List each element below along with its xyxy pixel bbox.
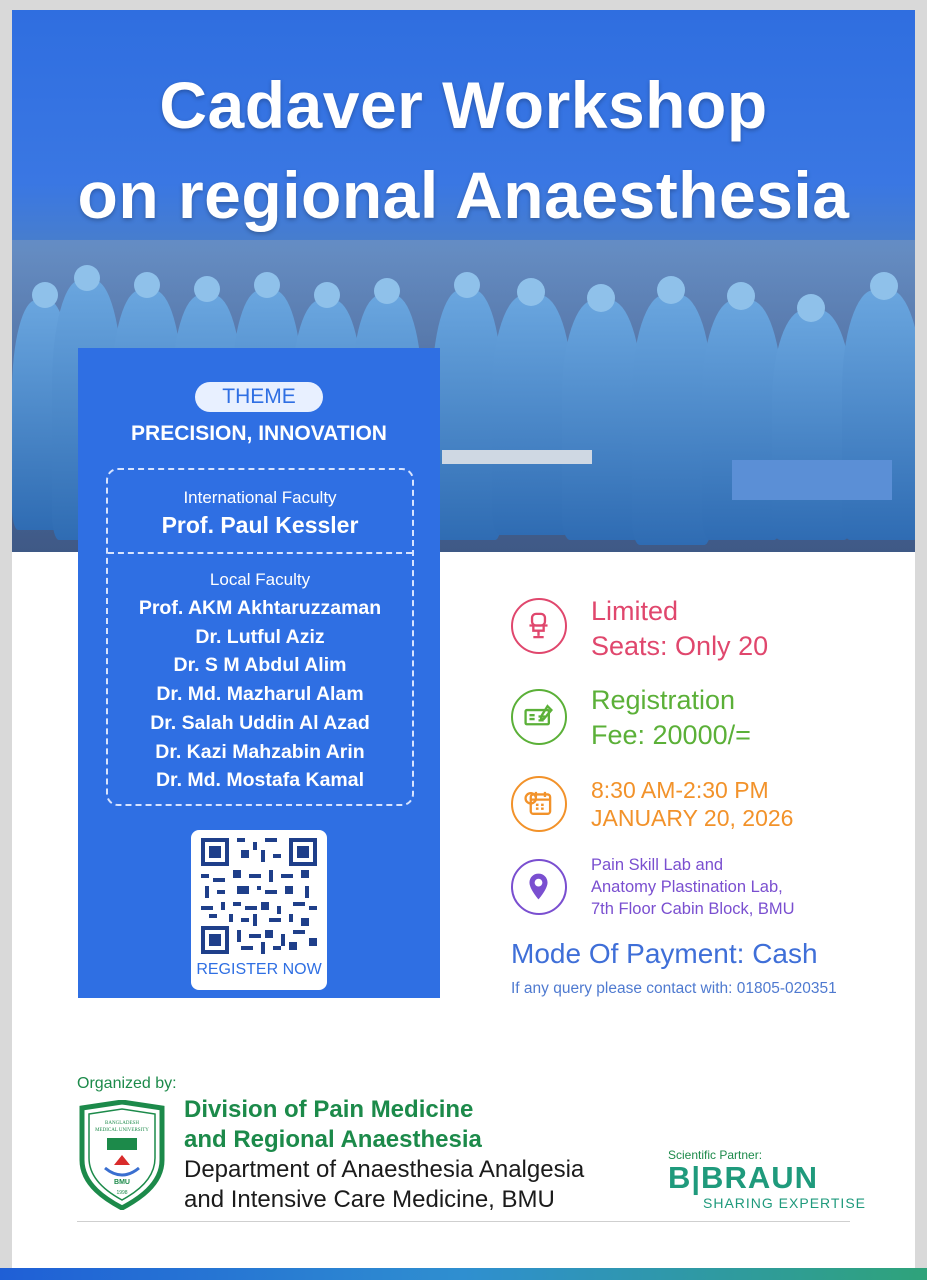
location-line2: Anatomy Plastination Lab, xyxy=(591,878,783,896)
payment-icon xyxy=(511,689,567,745)
register-now-label[interactable]: REGISTER NOW xyxy=(196,961,322,978)
bbraun-logo: B|BRAUN xyxy=(668,1160,818,1195)
theme-badge: THEME xyxy=(195,382,323,412)
schedule-time: 8:30 AM-2:30 PM xyxy=(591,777,769,803)
local-faculty-label: Local Faculty xyxy=(209,570,311,589)
footer-divider xyxy=(77,1221,850,1222)
payment-mode: Mode Of Payment: Cash xyxy=(511,938,818,969)
registration-line2: Fee: 20000/= xyxy=(591,720,751,750)
register-qr-card[interactable] xyxy=(191,830,327,990)
faculty-panel xyxy=(78,348,440,998)
faculty-box xyxy=(106,468,414,806)
division-line2: and Regional Anaesthesia xyxy=(184,1126,482,1153)
organized-by-label: Organized by: xyxy=(77,1075,177,1092)
registration-line1: Registration xyxy=(591,685,736,715)
svg-text:1998: 1998 xyxy=(116,1190,128,1196)
location-line1: Pain Skill Lab and xyxy=(591,856,724,874)
department-line1: Department of Anaesthesia Analgesia xyxy=(184,1156,585,1183)
location-line3: 7th Floor Cabin Block, BMU xyxy=(591,900,795,918)
svg-text:MEDICAL UNIVERSITY: MEDICAL UNIVERSITY xyxy=(95,1128,149,1133)
faculty-member: Prof. AKM Akhtaruzzaman xyxy=(138,597,382,619)
chair-icon xyxy=(511,598,567,654)
faculty-member: Dr. S M Abdul Alim xyxy=(173,654,347,677)
faculty-member: Dr. Md. Mostafa Kamal xyxy=(155,769,365,792)
schedule-date: JANUARY 20, 2026 xyxy=(591,805,794,831)
title-line2: on regional Anaesthesia xyxy=(77,158,850,232)
svg-text:BMU: BMU xyxy=(114,1179,130,1186)
local-faculty-list xyxy=(108,594,412,795)
division-line1: Division of Pain Medicine xyxy=(184,1096,474,1123)
international-faculty-name: Prof. Paul Kessler xyxy=(161,512,359,538)
seats-line1: Limited xyxy=(591,596,679,626)
bbraun-tagline: SHARING EXPERTISE xyxy=(703,1195,867,1211)
faculty-member: Dr. Md. Mazharul Alam xyxy=(156,683,364,706)
division-name xyxy=(184,1095,482,1155)
faculty-member: Dr. Salah Uddin Al Azad xyxy=(150,711,370,734)
poster xyxy=(12,10,915,1268)
scientific-partner-label: Scientific Partner: xyxy=(668,1148,763,1162)
schedule-info xyxy=(591,776,793,832)
faculty-member: Dr. Kazi Mahzabin Arin xyxy=(155,740,365,763)
department-line2: and Intensive Care Medicine, BMU xyxy=(184,1186,555,1213)
theme-text: PRECISION, INNOVATION xyxy=(131,422,387,445)
svg-text:BANGLADESH: BANGLADESH xyxy=(105,1121,139,1126)
seats-line2: Seats: Only 20 xyxy=(591,631,769,661)
bottom-color-bar xyxy=(0,1268,927,1280)
seats-info xyxy=(591,594,768,664)
international-faculty-label: International Faculty xyxy=(183,488,337,507)
location-info xyxy=(591,854,795,920)
faculty-divider xyxy=(108,552,412,554)
location-pin-icon xyxy=(511,859,567,915)
contact-query: If any query please contact with: 01805-020351 xyxy=(511,980,837,997)
registration-info xyxy=(591,683,751,753)
qr-code-icon[interactable] xyxy=(201,838,317,954)
calendar-clock-icon xyxy=(511,776,567,832)
department-name xyxy=(184,1155,584,1215)
bmu-logo xyxy=(77,1100,167,1210)
faculty-member: Dr. Lutful Aziz xyxy=(195,625,325,648)
title-line1: Cadaver Workshop xyxy=(159,68,768,142)
